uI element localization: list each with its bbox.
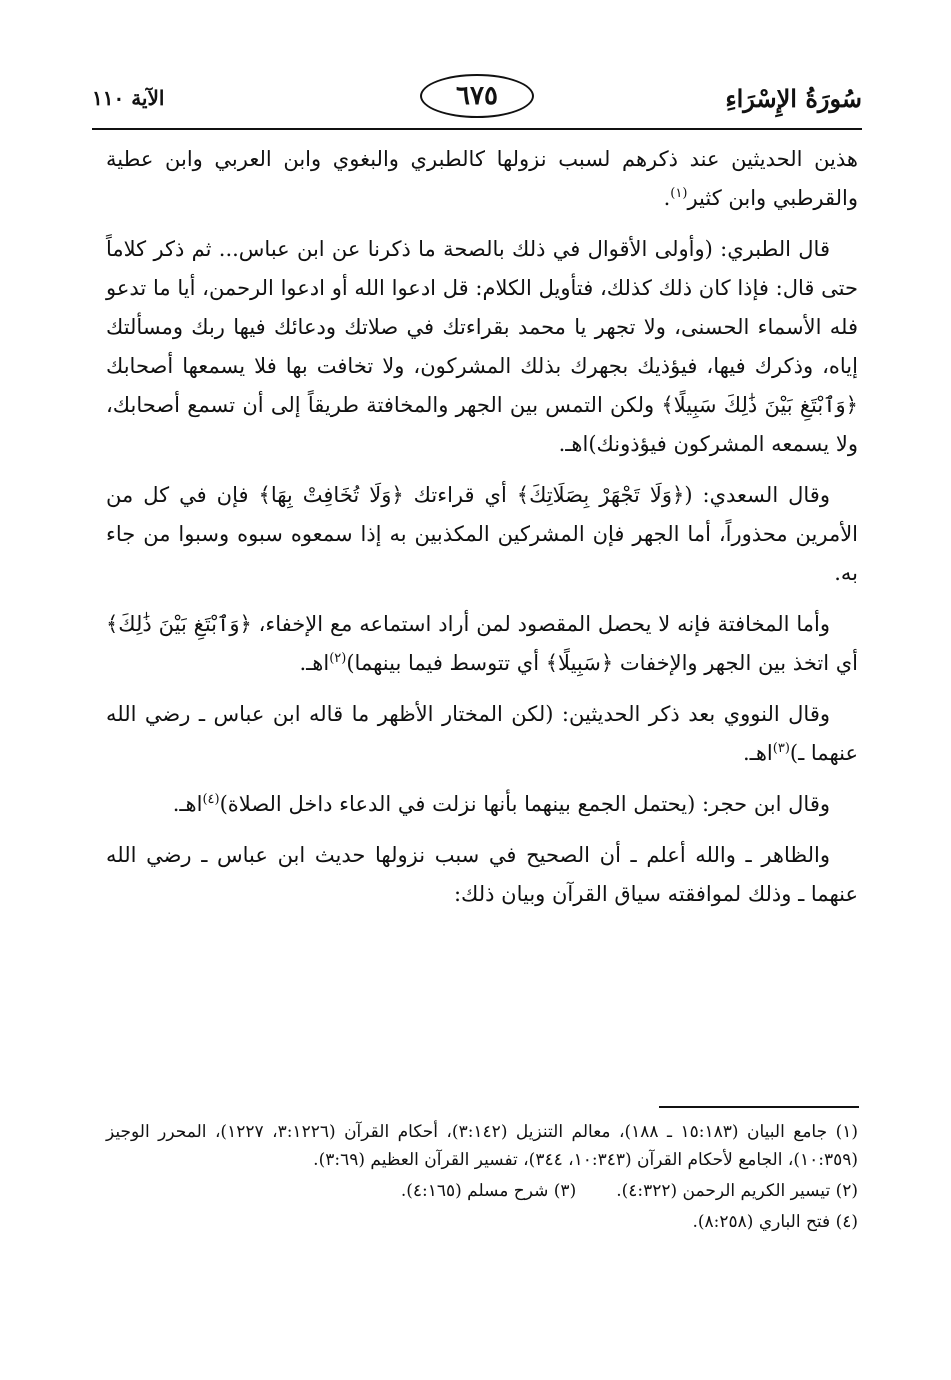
footnote-marker-4: (٤) — [202, 792, 220, 807]
paragraph-6-text: وقال ابن حجر: (يحتمل الجمع بينهما بأنها نزلت في الدعاء داخل الصلاة) — [219, 792, 830, 816]
paragraph-4-text: وأما المخافتة فإنه لا يحصل المقصود لمن أراد استماعه مع الإخفاء، ﴿وَٱبْتَغِ بَيْنَ ذَٰلِكَ﴾ أي اتخذ بين الجهر والإخفات ﴿سَبِيلًا﴾ أي تتوسط فيما بينهما) — [106, 612, 858, 675]
paragraph-2 — [106, 230, 858, 464]
footnote-marker-1: (١) — [670, 186, 688, 201]
footnote-marker-3: (٣) — [772, 741, 790, 756]
paragraph-2-text: قال الطبري: (وأولى الأقوال في ذلك بالصحة ما ذكرنا عن ابن عباس... ثم ذكر كلاماً حتى قال: فإذا كان ذلك كذلك، فتأويل الكلام: قل ادعوا الله أو ادعوا الرحمن، أيا ما تدعو فله الأسماء الحسنى، ولا تجهر يا محمد بقراءتك في صلاتك ودعائك فيها ربك ومسألتك إياه، وذكرك فيها، فيؤذيك بجهرك بذلك المشركون، ولا تخافت بها فلا يسمعها أصحابك ﴿وَٱبْتَغِ بَيْنَ ذَٰلِكَ سَبِيلًا﴾ ولكن التمس بين الجهر والمخافتة طريقاً إلى أن تسمع أصحابك، ولا يسمعه المشركون فيؤذونك)اهـ. — [106, 237, 858, 456]
main-text — [106, 140, 858, 926]
paragraph-4 — [106, 605, 858, 683]
paragraph-1 — [106, 140, 858, 218]
paragraph-3 — [106, 476, 858, 593]
footnote-row-2-3 — [106, 1177, 858, 1205]
paragraph-5-text: وقال النووي بعد ذكر الحديثين: (لكن المختار الأظهر ما قاله ابن عباس ـ رضي الله عنهما ـ) — [106, 702, 858, 765]
surah-name: سُورَةُ الإِسْرَاءِ — [725, 84, 862, 113]
paragraph-7 — [106, 836, 858, 914]
footnote-rule — [659, 1106, 859, 1108]
footnote-4: (٤) فتح الباري (٨:٢٥٨). — [692, 1212, 858, 1232]
page-number — [420, 74, 534, 118]
paragraph-6-end: اهـ. — [172, 792, 203, 816]
paragraph-4-end: اهـ. — [299, 651, 330, 675]
paragraph-1-end: . — [663, 186, 671, 210]
paragraph-7-text: والظاهر ـ والله أعلم ـ أن الصحيح في سبب نزولها حديث ابن عباس ـ رضي الله عنهما ـ وذلك لموافقته سياق القرآن وبيان ذلك: — [106, 843, 858, 906]
page-number-text: ٦٧٥ — [456, 81, 498, 111]
footnote-1: (١) جامع البيان (١٥:١٨٣ ـ ١٨٨)، معالم التنزيل (٣:١٤٢)، أحكام القرآن (٣:١٢٢٦، ١٢٢٧)، المحرر الوجيز (١٠:٣٥٩)، الجامع لأحكام القرآن (١٠:٣٤٣، ٣٤٤)، تفسير القرآن العظيم (٣:٦٩). — [106, 1122, 859, 1170]
footnote-3: (٣) شرح مسلم (٤:١٦٥). — [400, 1181, 577, 1201]
paragraph-1-text: هذين الحديثين عند ذكرهم لسبب نزولها كالطبري والبغوي وابن العربي وابن عطية والقرطبي وابن كثير — [106, 147, 858, 210]
footnote-marker-2: (٢) — [329, 651, 347, 666]
footnotes — [106, 1118, 858, 1239]
verse-label: الآية ١١٠ — [92, 86, 165, 110]
footnote-2: (٢) تيسير الكريم الرحمن (٤:٣٢٢). — [616, 1181, 858, 1201]
page-header — [92, 70, 862, 126]
header-rule — [92, 128, 862, 130]
paragraph-5-end: اهـ. — [743, 741, 773, 765]
paragraph-3-text: وقال السعدي: (﴿وَلَا تَجْهَرْ بِصَلَاتِكَ﴾ أي قراءتك ﴿وَلَا تُخَافِتْ بِهَا﴾ فإن في كل من الأمرين محذوراً، أما الجهر فإن المشركين المكذبين به إذا سمعوه سبوه وسبوا من جاء به. — [106, 483, 858, 585]
paragraph-6 — [106, 785, 858, 824]
paragraph-5 — [106, 695, 858, 773]
